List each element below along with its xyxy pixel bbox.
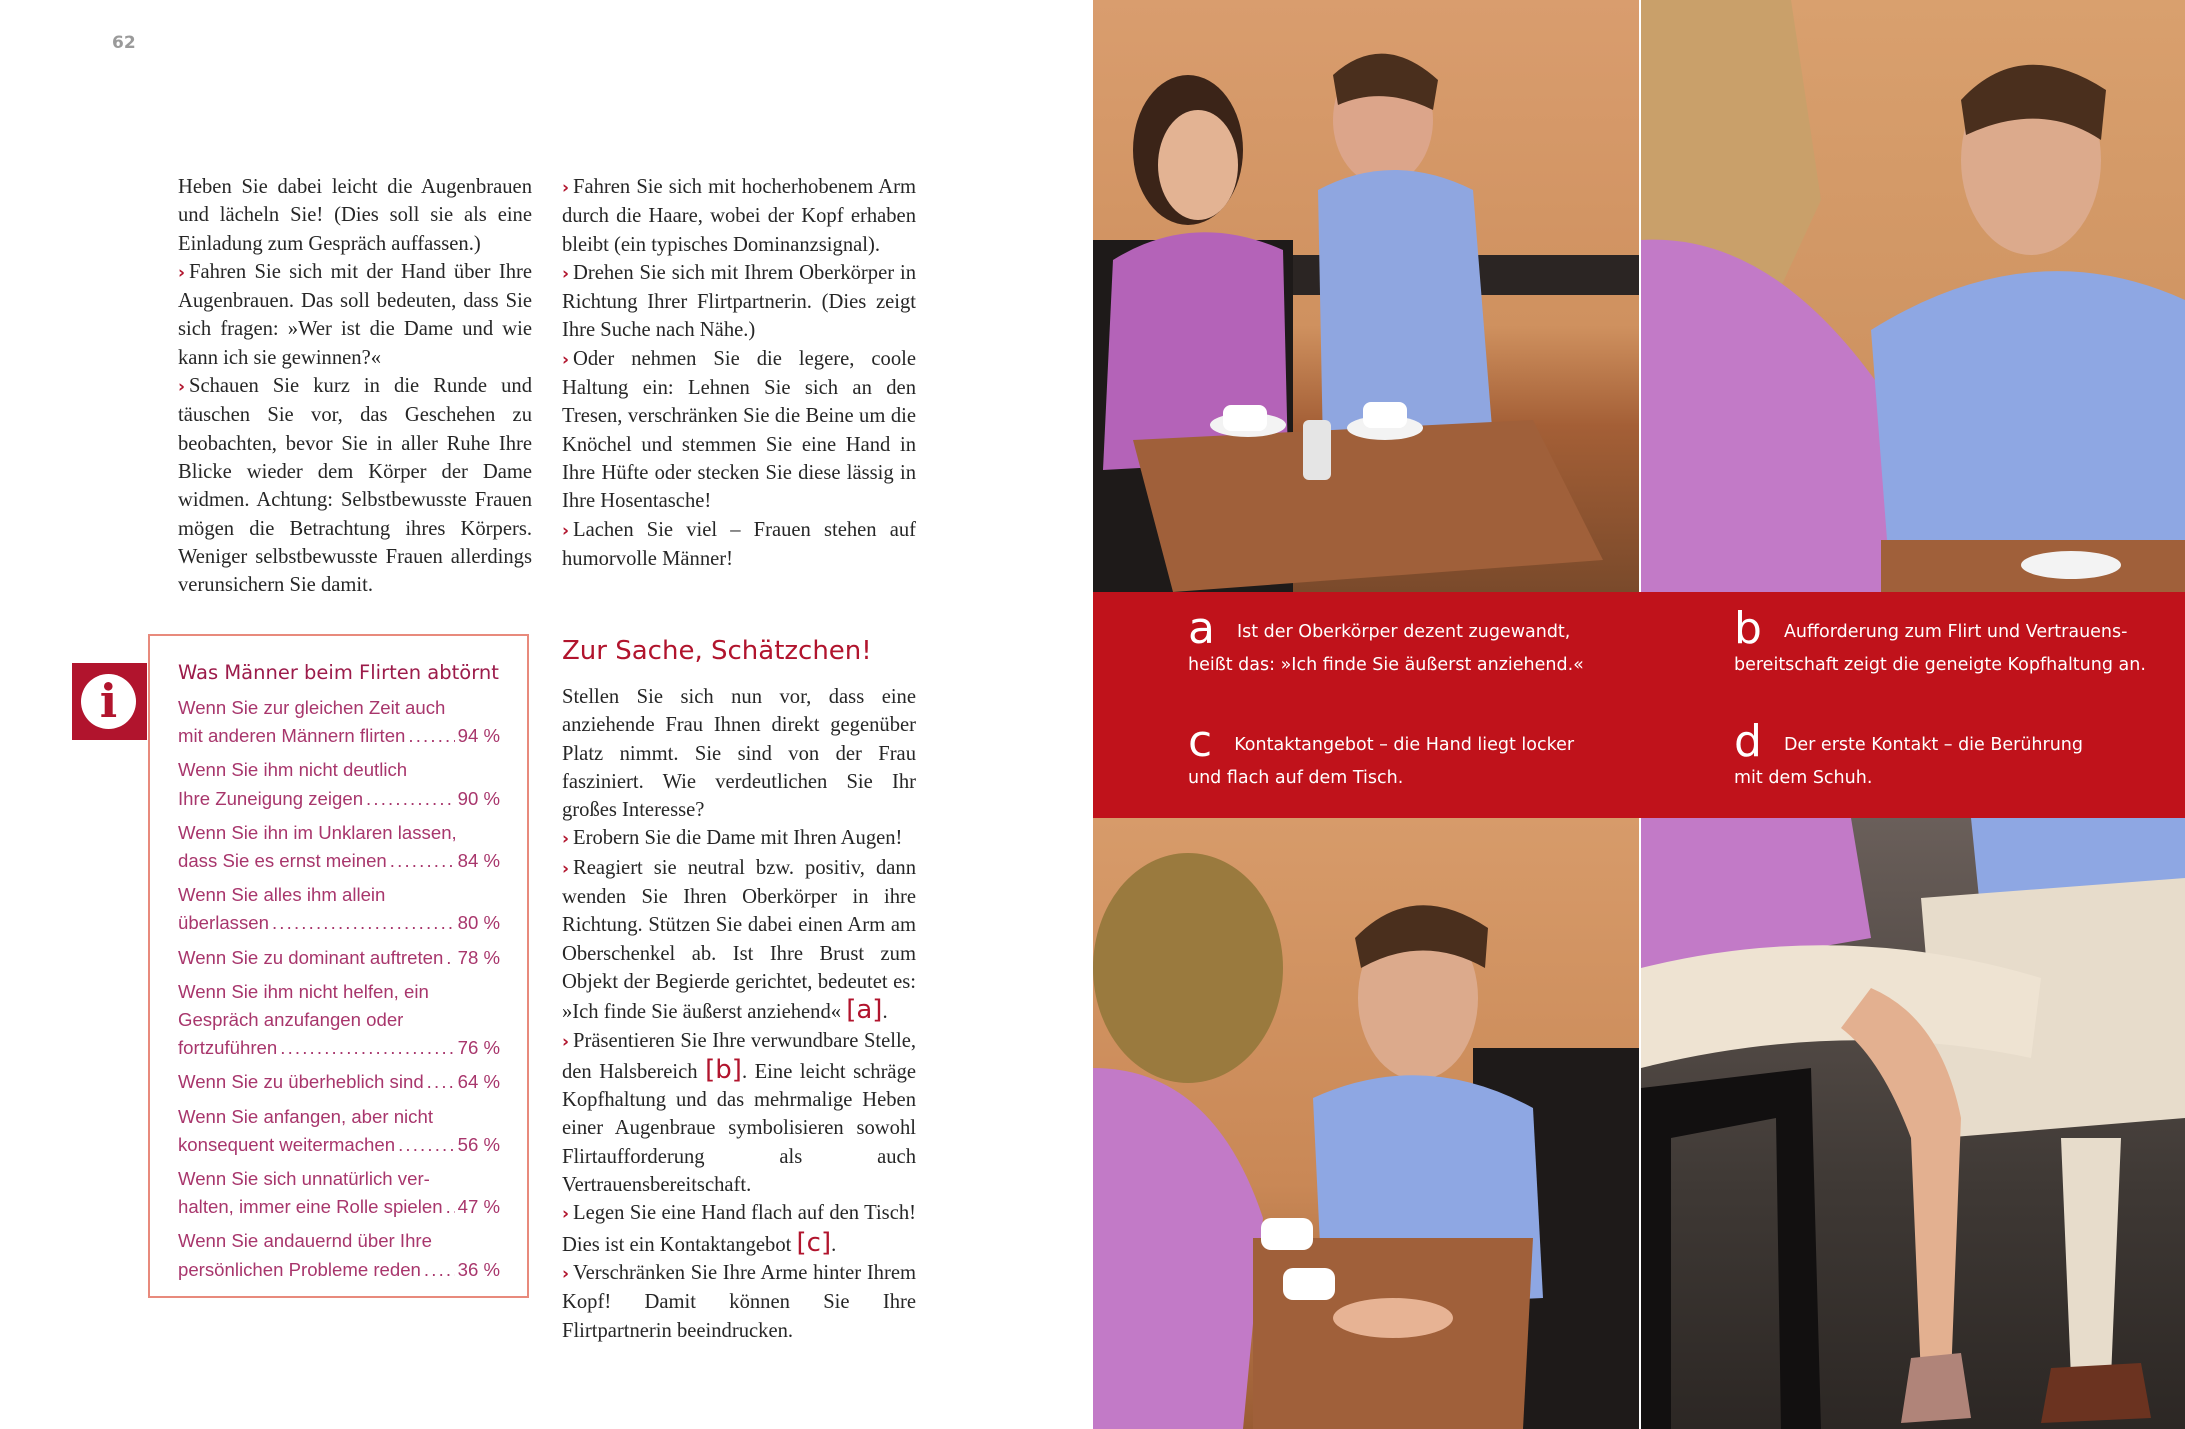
caption-letter: b <box>1734 603 1762 654</box>
stat-percent: 56 % <box>457 1133 500 1155</box>
stat-text: Ihre Zuneigung zeigen <box>178 787 364 809</box>
bullet-text: Reagiert sie neutral bzw. positiv, dann wenden Sie Ihren Oberkörper in ihre Richtung. Stützen Sie dabei einen Arm am Oberschenkel ab. Ist Ihre Brust zum Objekt der Begierde gerichtet, bedeutet es: »Ich finde Sie äußerst anziehend« <box>562 856 916 1024</box>
list-item <box>178 1103 500 1159</box>
photo-a-illustration <box>1093 0 1639 592</box>
bullet-item <box>562 345 916 516</box>
photo-b-illustration <box>1641 0 2185 592</box>
stat-text: fortzuführen <box>178 1037 278 1059</box>
bullet-text: Lachen Sie viel – Frauen stehen auf humorvolle Männer! <box>562 518 916 570</box>
caption-text: Kontaktangebot – die Hand liegt locker <box>1234 735 1575 755</box>
caption-text: Ist der Oberkörper dezent zugewandt, <box>1236 622 1571 642</box>
bullet-text-end: . <box>882 1001 888 1024</box>
bullet-text: Erobern Sie die Dame mit Ihren Augen! <box>573 827 903 850</box>
bullet-arrow-icon: › <box>562 178 570 198</box>
stat-text: Gespräch anzufangen oder <box>178 1009 404 1031</box>
photo-feet-touch <box>1641 818 2185 1429</box>
bullet-item <box>178 372 532 599</box>
info-icon: i <box>81 674 136 729</box>
leader-dots <box>446 944 454 972</box>
leader-dots <box>424 1256 455 1284</box>
bullet-item <box>562 824 916 853</box>
leader-dots <box>366 785 455 813</box>
caption-letter: c <box>1188 716 1213 767</box>
caption-text: mit dem Schuh. <box>1734 768 1873 788</box>
bullet-item <box>178 258 532 372</box>
bullet-item <box>562 173 916 259</box>
photo-d-illustration <box>1641 818 2185 1429</box>
bullet-item <box>562 1027 916 1200</box>
bullet-arrow-icon: › <box>562 858 570 879</box>
stat-list <box>178 694 500 1290</box>
list-item <box>178 756 500 812</box>
photo-c-illustration <box>1093 818 1639 1429</box>
bullet-arrow-icon: › <box>562 1031 570 1052</box>
stat-text: Wenn Sie alles ihm allein <box>178 884 386 906</box>
leader-dots <box>446 1193 455 1221</box>
figure-reference: [b] <box>705 1054 742 1085</box>
stat-percent: 36 % <box>457 1258 500 1280</box>
bullet-text-end: . Eine leicht schräge Kopfhaltung und das mehrmalige Heben einer Augenbraue symbolisieren sowohl Flirtaufforderung als auch Vertrauensbereitschaft. <box>562 1060 917 1197</box>
caption-letter: d <box>1734 716 1762 767</box>
bullet-item <box>562 1199 916 1259</box>
list-item <box>178 694 500 750</box>
caption-c <box>1188 716 1608 793</box>
bullet-text: Verschränken Sie Ihre Arme hinter Ihrem Kopf! Damit können Sie Ihre Flirtpartnerin beeindrucken. <box>562 1261 916 1342</box>
leader-dots <box>427 1068 455 1096</box>
paragraph: Stellen Sie sich nun vor, dass eine anziehende Frau Ihnen direkt gegenüber Platz nimmt. Sie sind von der Frau fasziniert. Wie verdeutlichen Sie Ihr großes Interesse? <box>562 686 916 822</box>
caption-text: heißt das: »Ich finde Sie äußerst anziehend.« <box>1188 655 1584 675</box>
stat-text: konsequent weitermachen <box>178 1133 396 1155</box>
list-item <box>178 1068 500 1096</box>
photo-hand-on-table <box>1093 818 1639 1429</box>
list-item <box>178 881 500 937</box>
bullet-text: Drehen Sie sich mit Ihrem Oberkörper in Richtung Ihrer Flirtpartnerin. (Dies zeigt Ihre Suche nach Nähe.) <box>562 261 916 342</box>
bullet-arrow-icon: › <box>562 520 570 541</box>
caption-text: Aufforderung zum Flirt und Vertrauens- <box>1783 622 2128 642</box>
caption-d <box>1734 716 2154 793</box>
stat-percent: 76 % <box>457 1037 500 1059</box>
stat-text: persönlichen Probleme reden <box>178 1258 421 1280</box>
caption-b <box>1734 603 2154 680</box>
text-column-1 <box>178 173 532 599</box>
list-item <box>178 1165 500 1221</box>
caption-text: Der erste Kontakt – die Berührung <box>1783 735 2084 755</box>
figure-reference: [c] <box>796 1227 832 1258</box>
list-item <box>178 1227 500 1283</box>
bullet-item <box>562 854 916 1027</box>
stat-percent: 90 % <box>457 787 500 809</box>
text-column-2 <box>562 173 916 573</box>
caption-letter: a <box>1188 603 1215 654</box>
bullet-text: Präsentieren Sie Ihre verwundbare Stelle, den Halsbereich <box>562 1029 916 1083</box>
info-tab <box>72 663 147 740</box>
stat-text: Wenn Sie zur gleichen Zeit auch <box>178 697 446 718</box>
leader-dots <box>280 1034 454 1062</box>
leader-dots <box>408 722 454 750</box>
page-number: 62 <box>112 33 136 53</box>
caption-text: bereitschaft zeigt die geneigte Kopfhaltung an. <box>1734 655 2146 675</box>
stat-text: Wenn Sie zu überheblich sind <box>178 1071 424 1093</box>
stat-text: Wenn Sie anfangen, aber nicht <box>178 1105 433 1127</box>
bullet-text: Oder nehmen Sie die legere, coole Haltung ein: Lehnen Sie sich an den Tresen, verschränken Sie die Beine um die Knöchel und stemmen Sie eine Hand in Ihre Hüfte oder stecken Sie diese lässig in Ihre Hosentasche! <box>562 347 916 513</box>
section-body <box>562 683 916 1345</box>
paragraph: Heben Sie dabei leicht die Augenbrauen und lächeln Sie! (Dies soll sie als eine Einladung zum Gespräch auffassen.) <box>178 176 532 255</box>
stat-text: Wenn Sie andauernd über Ihre <box>178 1230 432 1252</box>
leader-dots <box>390 847 455 875</box>
bullet-item <box>562 259 916 345</box>
bullet-text: Fahren Sie sich mit hocherhobenem Arm durch die Haare, wobei der Kopf erhaben bleibt (ein typisches Dominanzsignal). <box>562 176 916 256</box>
stat-percent: 64 % <box>457 1071 500 1093</box>
stat-text: überlassen <box>178 912 269 934</box>
section-heading: Zur Sache, Schätzchen! <box>562 636 872 666</box>
leader-dots <box>272 909 455 937</box>
stat-percent: 94 % <box>457 725 500 747</box>
bullet-text: Legen Sie eine Hand flach auf den Tisch! Dies ist ein Kontaktangebot <box>562 1202 916 1256</box>
list-item <box>178 978 500 1063</box>
bullet-arrow-icon: › <box>562 349 570 370</box>
bullet-arrow-icon: › <box>562 263 570 284</box>
bullet-arrow-icon: › <box>562 829 570 850</box>
bullet-arrow-icon: › <box>562 1204 570 1225</box>
stat-percent: 84 % <box>457 850 500 872</box>
bullet-item <box>562 1259 916 1345</box>
bullet-arrow-icon: › <box>178 377 186 398</box>
stat-text: mit anderen Männern flirten <box>178 725 406 747</box>
caption-a <box>1188 603 1608 680</box>
list-item <box>178 944 500 972</box>
stat-text: dass Sie es ernst meinen <box>178 850 387 872</box>
caption-text: und flach auf dem Tisch. <box>1188 768 1404 788</box>
caption-band <box>1093 592 2185 818</box>
info-box <box>148 634 529 1298</box>
photo-couple-table <box>1093 0 1639 592</box>
bullet-text-end: . <box>831 1233 837 1256</box>
stat-text: Wenn Sie zu dominant auftreten <box>178 946 444 968</box>
stat-percent: 47 % <box>457 1196 500 1218</box>
stat-text: Wenn Sie ihn im Unklaren lassen, <box>178 821 457 843</box>
stat-percent: 78 % <box>457 946 500 968</box>
bullet-item <box>562 516 916 574</box>
list-item <box>178 819 500 875</box>
stat-text: Wenn Sie sich unnatürlich ver- <box>178 1168 430 1190</box>
leader-dots <box>398 1131 455 1159</box>
bullet-arrow-icon: › <box>562 1263 570 1284</box>
figure-reference: [a] <box>846 995 883 1026</box>
bullet-arrow-icon: › <box>178 262 186 283</box>
stat-text: halten, immer eine Rolle spielen <box>178 1196 443 1218</box>
photo-man-closeup <box>1641 0 2185 592</box>
stat-text: Wenn Sie ihm nicht helfen, ein <box>178 980 429 1002</box>
info-box-title: Was Männer beim Flirten abtörnt <box>178 661 499 684</box>
stat-percent: 80 % <box>457 912 500 934</box>
stat-text: Wenn Sie ihm nicht deutlich <box>178 759 408 781</box>
bullet-text: Fahren Sie sich mit der Hand über Ihre Augenbrauen. Das soll bedeuten, dass Sie sich fragen: »Wer ist die Dame und wie kann ich sie gewinnen?« <box>178 260 532 369</box>
bullet-text: Schauen Sie kurz in die Runde und täuschen Sie vor, das Geschehen zu beobachten, bevor Sie in aller Ruhe Ihre Blicke wieder dem Körper der Dame widmen. Achtung: Selbstbewusste Frauen mögen die Betrachtung ihres Körpers. Weniger selbstbewusste Frauen allerdings verunsichern Sie damit. <box>178 375 532 597</box>
